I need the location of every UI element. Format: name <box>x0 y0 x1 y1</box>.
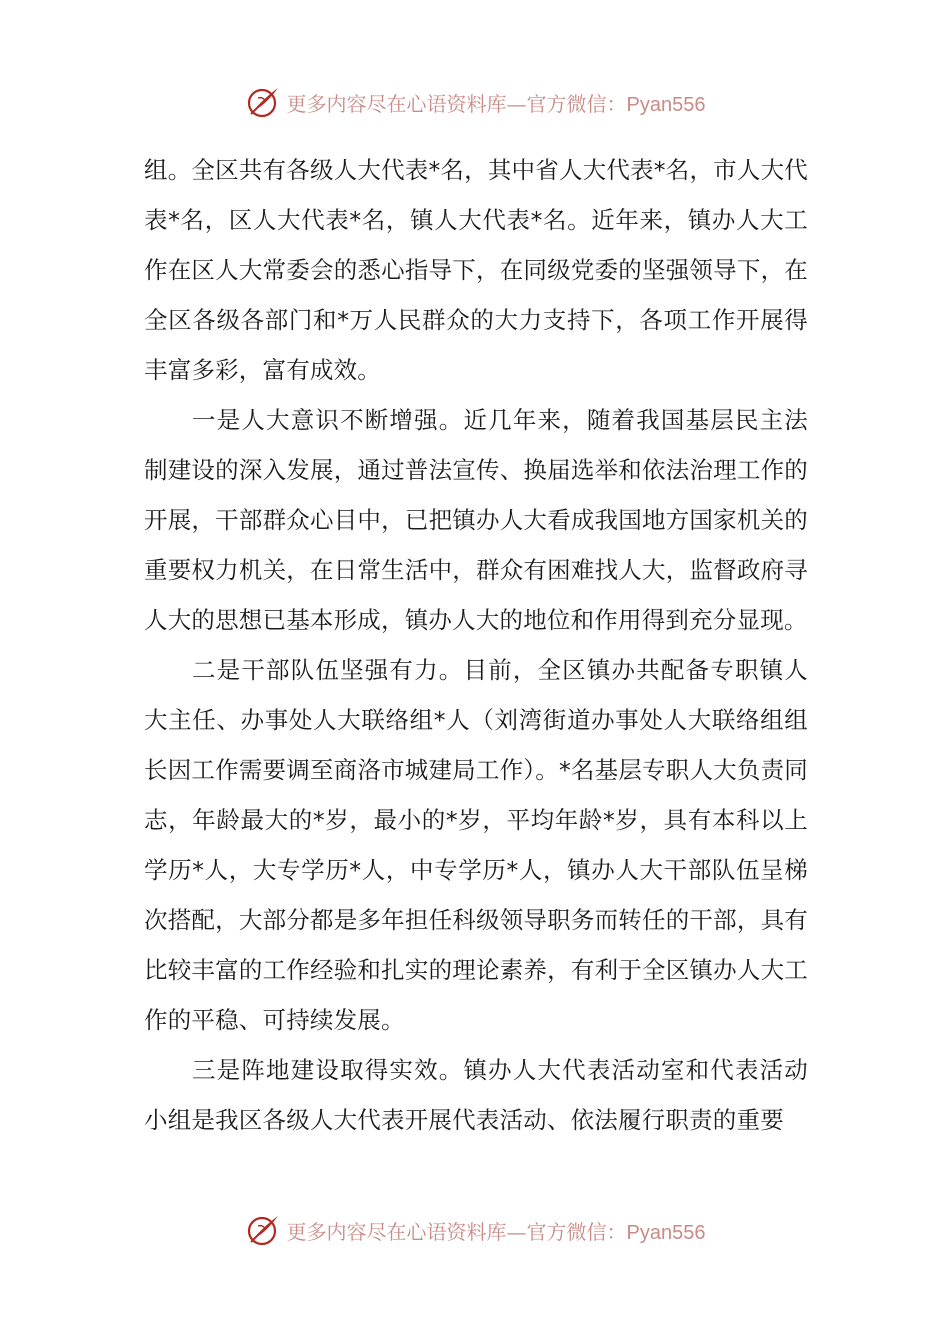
watermark-wechat-id: Pyan556 <box>626 93 706 116</box>
footer-watermark <box>0 1210 950 1250</box>
watermark-text: 更多内容尽在心语资料库—官方微信： <box>286 91 627 116</box>
paragraph-2: 一是人大意识不断增强。近几年来，随着我国基层民主法制建设的深入发展，通过普法宣传、换届选举和依法治理工作的开展，干部群众心目中，已把镇办人大看成我国地方国家机关的重要权力机关，在日常生活中，群众有困难找人大，监督政府寻人大的思想已基本形成，镇办人大的地位和作用得到充分显现。 <box>144 406 808 634</box>
watermark-text: 更多内容尽在心语资料库—官方微信： <box>286 1219 627 1244</box>
document-body <box>144 145 808 1145</box>
quill-pen-logo-icon <box>245 1212 281 1248</box>
paragraph-4: 三是阵地建设取得实效。镇办人大代表活动室和代表活动小组是我区各级人大代表开展代表活动、依法履行职责的重要 <box>144 1056 808 1134</box>
paragraph-1: 组。全区共有各级人大代表*名，其中省人大代表*名，市人大代表*名，区人大代表*名，镇人大代表*名。近年来，镇办人大工作在区人大常委会的悉心指导下，在同级党委的坚强领导下，在全区各级各部门和*万人民群众的大力支持下，各项工作开展得丰富多彩，富有成效。 <box>144 156 808 384</box>
header-watermark <box>0 82 950 122</box>
quill-pen-logo-icon <box>245 84 281 120</box>
paragraph-3: 二是干部队伍坚强有力。目前，全区镇办共配备专职镇人大主任、办事处人大联络组*人（刘湾街道办事处人大联络组组长因工作需要调至商洛市城建局工作）。*名基层专职人大负责同志，年龄最大的*岁，最小的*岁，平均年龄*岁，具有本科以上学历*人，大专学历*人，中专学历*人，镇办人大干部队伍呈梯次搭配，大部分都是多年担任科级领导职务而转任的干部，具有比较丰富的工作经验和扎实的理论素养，有利于全区镇办人大工作的平稳、可持续发展。 <box>144 656 808 1034</box>
watermark-wechat-id: Pyan556 <box>626 1221 706 1244</box>
